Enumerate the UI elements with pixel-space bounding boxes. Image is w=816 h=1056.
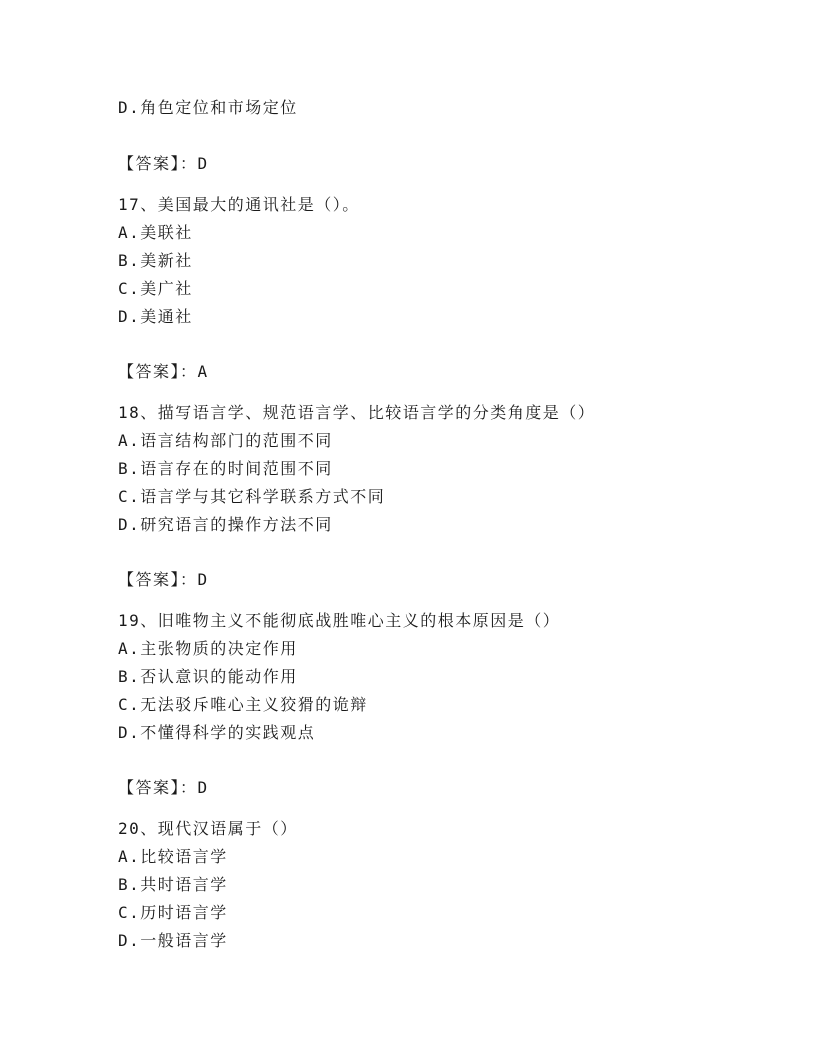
q18-option-a: A.语言结构部门的范围不同: [118, 431, 333, 450]
q18-stem: 18、描写语言学、规范语言学、比较语言学的分类角度是（）: [118, 403, 596, 422]
q20-stem: 20、现代汉语属于（）: [118, 819, 298, 838]
q20-option-d: D.一般语言学: [118, 931, 228, 950]
q20-option-b: B.共时语言学: [118, 875, 228, 894]
q18-option-d: D.研究语言的操作方法不同: [118, 515, 333, 534]
q18-option-b: B.语言存在的时间范围不同: [118, 459, 333, 478]
q16-answer: 【答案】：D: [118, 154, 209, 173]
q19-option-b: B.否认意识的能动作用: [118, 667, 298, 686]
q19-option-a: A.主张物质的决定作用: [118, 639, 298, 658]
q16-option-d: D.角色定位和市场定位: [118, 98, 298, 117]
q19-option-c: C.无法驳斥唯心主义狡猾的诡辩: [118, 695, 368, 714]
q17-option-a: A.美联社: [118, 223, 193, 242]
q17-option-d: D.美通社: [118, 307, 193, 326]
q20-option-a: A.比较语言学: [118, 847, 228, 866]
q17-stem: 17、美国最大的通讯社是（）。: [118, 195, 360, 214]
q19-option-d: D.不懂得科学的实践观点: [118, 723, 316, 742]
q17-option-c: C.美广社: [118, 279, 193, 298]
q19-answer: 【答案】：D: [118, 778, 209, 797]
q20-option-c: C.历时语言学: [118, 903, 228, 922]
q17-answer: 【答案】：A: [118, 362, 209, 381]
q19-stem: 19、旧唯物主义不能彻底战胜唯心主义的根本原因是（）: [118, 611, 561, 630]
q18-answer: 【答案】：D: [118, 570, 209, 589]
q17-option-b: B.美新社: [118, 251, 193, 270]
q18-option-c: C.语言学与其它科学联系方式不同: [118, 487, 386, 506]
